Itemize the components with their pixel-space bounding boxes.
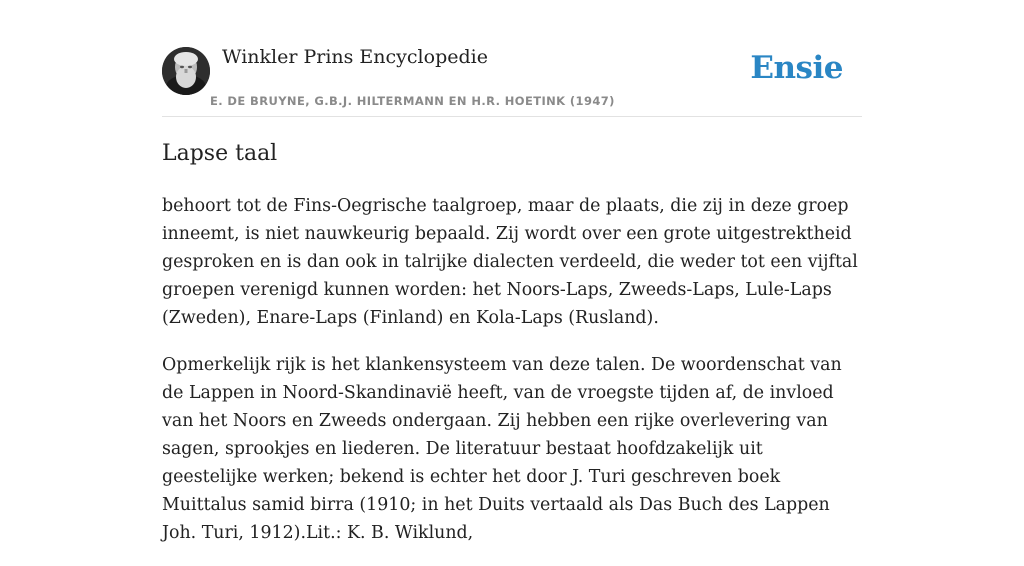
- article-body: [162, 192, 862, 566]
- page-container: [162, 0, 862, 543]
- portrait-image: [162, 47, 210, 95]
- article-paragraph: Opmerkelijk rijk is het klankensysteem van deze talen. De woordenschat van de Lappen in Noord-Skandinavië heeft, van de vroegste tijden af, de invloed van het Noors en Zweeds ondergaan. Zij hebben een rijke overlevering van sagen, sprookjes en liederen. De literatuur bestaat hoofdzakelijk uit geestelijke werken; bekend is echter het door J. Turi geschreven boek Muittalus samid birra (1910; in het Duits vertaald als Das Buch des Lappen Joh. Turi, 1912).Lit.: K. B. Wiklund,: [162, 355, 842, 543]
- book-authors: E. DE BRUYNE, G.B.J. HILTERMANN EN H.R. HOETINK (1947): [210, 94, 615, 108]
- article-title: Lapse taal: [162, 141, 278, 166]
- book-header: [162, 0, 862, 117]
- ensie-logo-link[interactable]: Ensie: [750, 50, 843, 86]
- book-title-link[interactable]: Winkler Prins Encyclopedie: [222, 46, 488, 68]
- article-paragraph: behoort tot de Fins-Oegrische taalgroep, maar de plaats, die zij in deze groep inneemt, is niet nauwkeurig bepaald. Zij wordt over een grote uitgestrektheid gesproken en is dan ook in talrijke dialecten verdeeld, die weder tot een vijftal groepen verenigd kunnen worden: het Noors-Laps, Zweeds-Laps, Lule-Laps (Zweden), Enare-Laps (Finland) en Kola-Laps (Rusland).: [162, 196, 858, 328]
- author-avatar[interactable]: [162, 47, 210, 95]
